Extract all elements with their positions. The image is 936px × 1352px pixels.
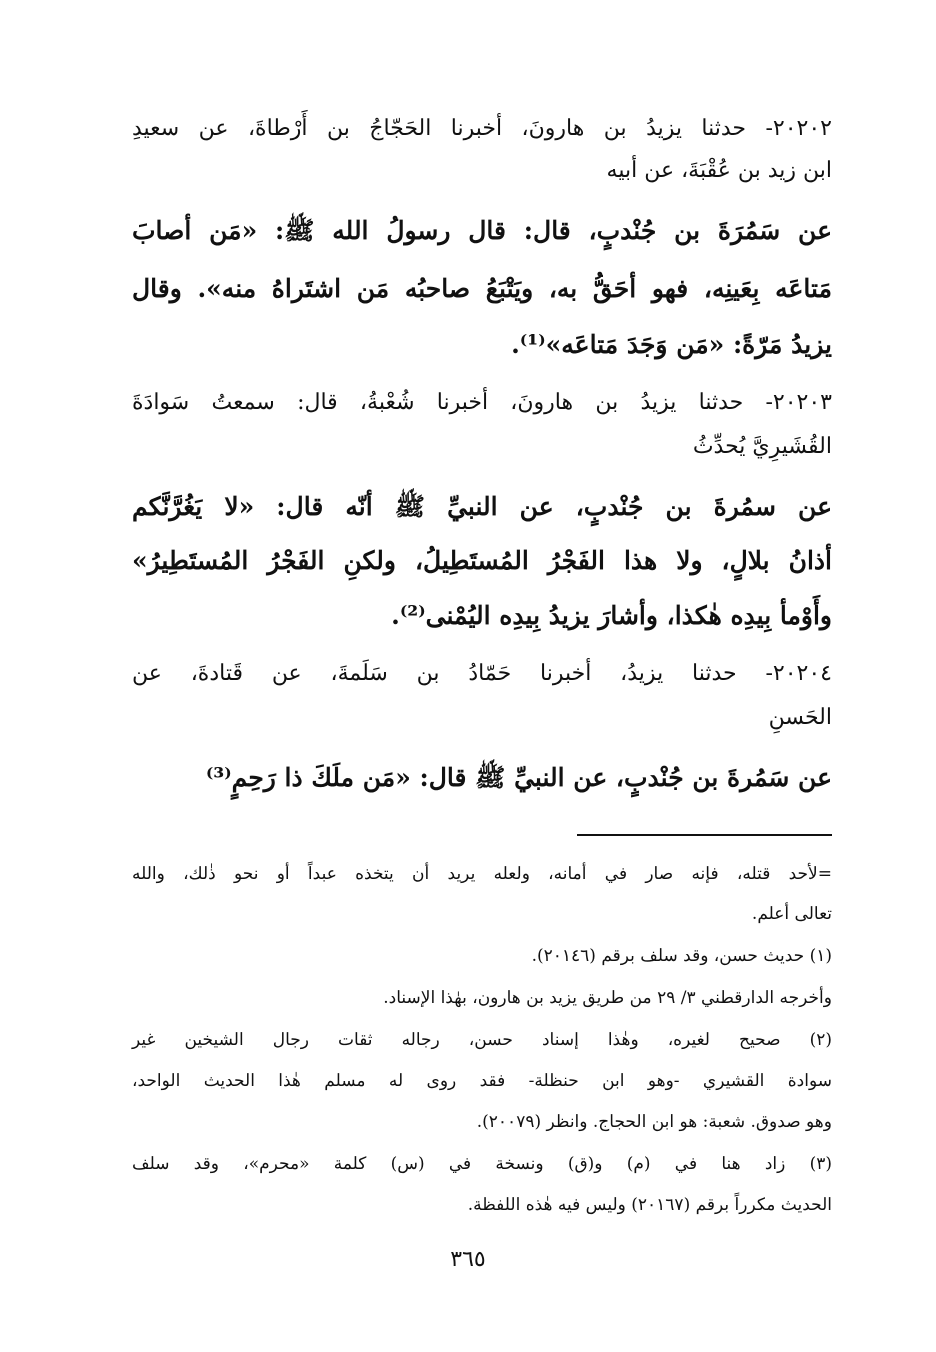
footnote-1-line-1: (١) حديث حسن، وقد سلف برقم (٢٠١٤٦). xyxy=(531,946,832,966)
footnote-separator xyxy=(577,834,832,836)
hadith-20202-matn-line-3: يزيدُ مَرّةً: «مَن وَجَدَ مَتاعَه»⁽¹⁾. xyxy=(511,330,832,359)
page-number: ٣٦٥ xyxy=(450,1247,486,1272)
hadith-20204-isnad-line-1: ٢٠٢٠٤- حدثنا يزيدُ، أخبرنا حَمّادُ بن سَلَمةَ، عن قَتادةَ، عن xyxy=(132,661,832,686)
footnote-1-line-2: وأخرجه الدارقطني ٣/ ٢٩ من طريق يزيد بن هارون، بهٰذا الإسناد. xyxy=(383,988,832,1008)
footnote-continuation-line-2: تعالى أعلم. xyxy=(751,904,832,924)
footnote-3-line-2: الحديث مكرراً برقم (٢٠١٦٧) وليس فيه هٰذه اللفظة. xyxy=(467,1195,832,1215)
hadith-20203-matn-line-3: وأَوْمأ بِيدِه هٰكذا، وأشارَ يزيدُ بِيدِه اليُمْنى⁽²⁾. xyxy=(391,601,832,630)
hadith-20203-isnad-line-1: ٢٠٢٠٣- حدثنا يزيدُ بن هارونَ، أخبرنا شُعْبةُ، قال: سمعتُ سَوادَةَ xyxy=(132,390,832,415)
hadith-20203-isnad-line-2: القُشَيرِيَّ يُحدِّثُ xyxy=(692,434,832,459)
footnote-continuation-line-1: =لأحد قتله، فإنه صار في أمانه، ولعله يريد أن يتخذه عبداً أو نحو ذٰلك، والله xyxy=(132,864,832,884)
hadith-20202-isnad-line-2: ابن زيد بن عُقْبَةَ، عن أبيه xyxy=(606,158,832,183)
footnote-2-line-2: سوادة القشيري -وهو ابن حنظلة- فقد روى له مسلم هٰذا الحديث الواحد، xyxy=(132,1071,832,1091)
hadith-20203-matn-line-2: أذانُ بلالٍ، ولا هذا الفَجْرُ المُستَطِيلُ، ولكنِ الفَجْرُ المُستَطِيرُ» xyxy=(132,546,832,575)
hadith-20202-matn-line-2: مَتاعَه بِعَينِه، فهو أحَقُّ به، ويَتْبَعُ صاحبُه مَن اشتَراهُ منه». وقال xyxy=(132,274,832,303)
footnote-3-line-1: (٣) زاد هنا في (م) و(ق) ونسخة في (س) كلمة «محرم»، وقد سلف xyxy=(132,1154,832,1174)
hadith-20202-matn-line-1: عن سَمُرَةَ بن جُنْدبٍ، قال: قال رسولُ الله ﷺ: «مَن أصابَ xyxy=(132,216,832,245)
footnote-2-line-3: وهو صدوق. شعبة: هو ابن الحجاج. وانظر (٢٠٠٧٩). xyxy=(476,1112,832,1132)
hadith-20203-matn-line-1: عن سمُرةَ بن جُنْدبٍ، عن النبيِّ ﷺ أنّه قال: «لا يَغُرَّنَّكم xyxy=(132,492,832,521)
hadith-20204-isnad-line-2: الحَسنِ xyxy=(768,705,832,730)
hadith-20204-matn-line-1: عن سَمُرةَ بن جُنْدبٍ، عن النبيِّ ﷺ قال: «مَن ملَكَ ذا رَحِمٍ⁽³⁾ xyxy=(205,763,832,792)
footnote-2-line-1: (٢) صحيح لغيره، وهٰذا إسناد حسن، رجاله ثقات رجال الشيخين غير xyxy=(132,1030,832,1050)
hadith-20202-isnad-line-1: ٢٠٢٠٢- حدثنا يزيدُ بن هارونَ، أخبرنا الحَجّاجُ بن أَرْطاةَ، عن سعيدِ xyxy=(132,116,832,141)
